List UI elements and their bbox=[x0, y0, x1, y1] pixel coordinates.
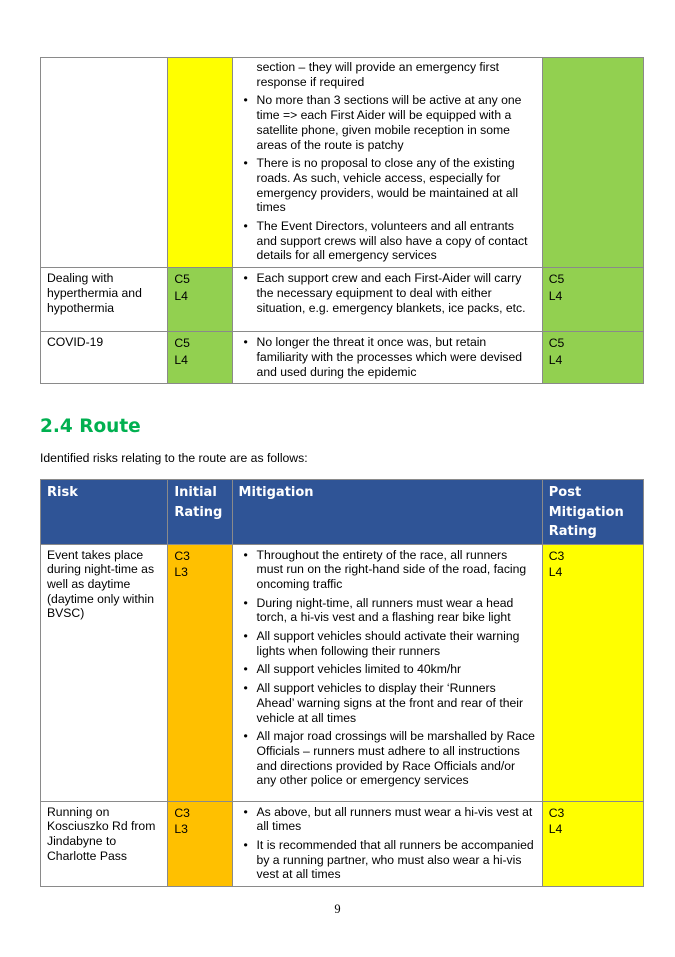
mitigation-item: • Each support crew and each First-Aider will carry the necessary equipment to deal with either situation, e.g. emergency blankets, ice packs, etc. bbox=[257, 271, 536, 315]
mitigation-item: • All support vehicles should activate their warning lights when following their runners bbox=[257, 629, 536, 658]
mitigation-item: • During night-time, all runners must wear a head torch, a hi-vis vest and a flashing rear bike light bbox=[257, 596, 536, 625]
initial-rating-cell bbox=[168, 544, 232, 801]
risk-cell: Event takes place during night-time as well as daytime (daytime only within BVSC) bbox=[41, 544, 168, 801]
post-rating-cell bbox=[542, 801, 643, 887]
initial-rating-cell bbox=[168, 332, 232, 384]
mitigation-item: • It is recommended that all runners be accompanied by a running partner, who must also wear a hi-vis vest at all times bbox=[257, 838, 536, 882]
risk-cell bbox=[41, 58, 168, 268]
table-row bbox=[41, 268, 644, 332]
mitigation-list bbox=[239, 805, 536, 883]
header-post-mitigation-rating: Post Mitigation Rating bbox=[542, 480, 643, 545]
mitigation-list bbox=[239, 548, 536, 789]
mitigation-item: • There is no proposal to close any of the existing roads. As such, vehicle access, especially for emergency providers, would be maintained at all times bbox=[257, 156, 536, 215]
section-heading: 2.4 Route bbox=[40, 416, 141, 437]
mitigation-item: • The Event Directors, volunteers and all entrants and support crews will also have a copy of contact details for all emergency services bbox=[257, 219, 536, 263]
likelihood-rating: L4 bbox=[548, 565, 563, 579]
mitigation-item: • All support vehicles limited to 40km/hr bbox=[257, 662, 536, 677]
table-row bbox=[41, 58, 644, 268]
table-header-row bbox=[41, 480, 644, 545]
mitigation-list bbox=[239, 93, 536, 263]
section-intro: Identified risks relating to the route are as follows: bbox=[40, 451, 308, 465]
consequence-rating: C5 bbox=[548, 272, 565, 287]
consequence-rating: C3 bbox=[548, 548, 565, 563]
mitigation-item: • No longer the threat it once was, but retain familiarity with the processes which were devised and used during the epidemic bbox=[257, 335, 536, 379]
initial-rating-cell bbox=[168, 268, 232, 332]
mitigation-text-fragment: section – they will provide an emergency first response if required bbox=[256, 60, 500, 89]
likelihood-rating: L4 bbox=[548, 352, 563, 367]
route-risk-table bbox=[40, 479, 644, 887]
mitigation-item: • No more than 3 sections will be active at any one time => each First Aider will be equipped with a satellite phone, given mobile reception in some areas of the route is patchy bbox=[257, 93, 536, 152]
initial-rating-cell bbox=[168, 58, 232, 268]
post-rating-cell bbox=[542, 544, 643, 801]
mitigation-cell bbox=[232, 268, 542, 332]
header-mitigation: Mitigation bbox=[232, 480, 542, 545]
mitigation-item: • All major road crossings will be marshalled by Race Officials – runners must adhere to all instructions and directions provided by Race Officials and/or any other police or emergency services bbox=[257, 729, 536, 788]
risk-cell: COVID-19 bbox=[41, 332, 168, 384]
mitigation-cell bbox=[232, 801, 542, 887]
header-initial-rating: Initial Rating bbox=[168, 480, 232, 545]
consequence-rating: C5 bbox=[174, 336, 190, 351]
mitigation-item: • As above, but all runners must wear a hi-vis vest at all times bbox=[257, 805, 536, 834]
likelihood-rating: L4 bbox=[174, 352, 188, 367]
likelihood-rating: L4 bbox=[174, 288, 188, 303]
header-risk: Risk bbox=[41, 480, 168, 545]
table-row bbox=[41, 332, 644, 384]
likelihood-rating: L4 bbox=[548, 288, 563, 303]
mitigation-list bbox=[239, 335, 536, 379]
consequence-rating: C5 bbox=[174, 272, 190, 287]
page-number: 9 bbox=[334, 902, 341, 916]
mitigation-item: • Throughout the entirety of the race, all runners must run on the right-hand side of the road, facing oncoming traffic bbox=[257, 548, 536, 592]
post-rating-cell bbox=[542, 332, 643, 384]
risk-cell: Running on Kosciuszko Rd from Jindabyne to Charlotte Pass bbox=[41, 801, 168, 887]
mitigation-list bbox=[239, 271, 536, 315]
mitigation-cell bbox=[232, 58, 542, 268]
mitigation-cell bbox=[232, 544, 542, 801]
consequence-rating: C3 bbox=[174, 548, 190, 563]
likelihood-rating: L4 bbox=[548, 822, 563, 836]
mitigation-item: • All support vehicles to display their ‘Runners Ahead’ warning signs at the front and rear of their vehicle at all times bbox=[257, 681, 536, 725]
consequence-rating: C3 bbox=[548, 805, 565, 820]
likelihood-rating: L3 bbox=[174, 565, 188, 579]
initial-rating-cell bbox=[168, 801, 232, 887]
risk-table-continued bbox=[40, 57, 644, 384]
consequence-rating: C3 bbox=[174, 805, 190, 820]
likelihood-rating: L3 bbox=[174, 822, 188, 836]
table-row bbox=[41, 801, 644, 887]
risk-cell: Dealing with hyperthermia and hypothermia bbox=[41, 268, 168, 332]
table-row bbox=[41, 544, 644, 801]
post-rating-cell bbox=[542, 268, 643, 332]
mitigation-cell bbox=[232, 332, 542, 384]
post-rating-cell bbox=[542, 58, 643, 268]
consequence-rating: C5 bbox=[548, 336, 565, 351]
